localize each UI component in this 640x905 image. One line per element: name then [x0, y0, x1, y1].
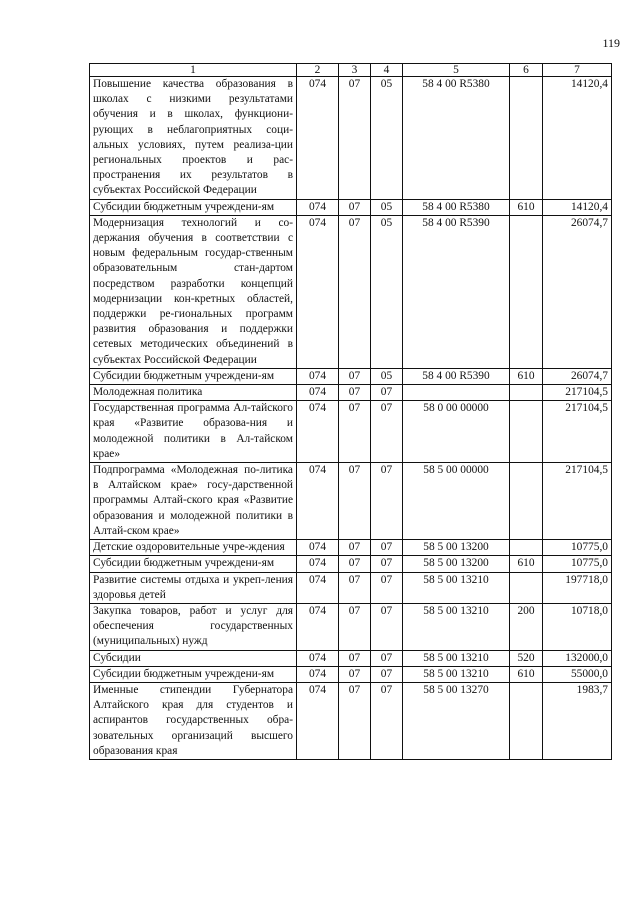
cell-admin-code: 074 — [297, 556, 339, 572]
cell-admin-code: 074 — [297, 682, 339, 759]
table-row — [90, 572, 612, 603]
cell-section: 07 — [339, 556, 371, 572]
cell-admin-code: 074 — [297, 77, 339, 200]
cell-admin-code: 074 — [297, 666, 339, 682]
cell-section: 07 — [339, 572, 371, 603]
cell-expense-type: 610 — [510, 556, 543, 572]
cell-section: 07 — [339, 215, 371, 368]
cell-subsection: 07 — [371, 666, 403, 682]
cell-subsection: 07 — [371, 650, 403, 666]
cell-amount: 217104,5 — [543, 401, 612, 463]
cell-target-article: 58 5 00 00000 — [403, 463, 510, 540]
cell-expense-type — [510, 540, 543, 556]
cell-name: Государственная программа Ал-тайского края «Развитие образова-ния и молодежной политики в Ал-тайском крае» — [90, 401, 297, 463]
cell-subsection: 07 — [371, 385, 403, 401]
cell-subsection: 07 — [371, 463, 403, 540]
cell-amount: 10775,0 — [543, 556, 612, 572]
cell-admin-code: 074 — [297, 540, 339, 556]
cell-admin-code: 074 — [297, 368, 339, 384]
cell-target-article: 58 0 00 00000 — [403, 401, 510, 463]
table-row — [90, 385, 612, 401]
cell-subsection: 07 — [371, 556, 403, 572]
cell-section: 07 — [339, 603, 371, 650]
cell-amount: 14120,4 — [543, 199, 612, 215]
cell-admin-code: 074 — [297, 385, 339, 401]
cell-section: 07 — [339, 540, 371, 556]
header-col-1: 1 — [90, 64, 297, 77]
header-col-4: 4 — [371, 64, 403, 77]
cell-target-article: 58 4 00 R5390 — [403, 215, 510, 368]
table-row — [90, 666, 612, 682]
cell-amount: 217104,5 — [543, 385, 612, 401]
cell-amount: 132000,0 — [543, 650, 612, 666]
cell-subsection: 07 — [371, 682, 403, 759]
table-row — [90, 401, 612, 463]
cell-expense-type — [510, 572, 543, 603]
cell-name: Субсидии бюджетным учреждени-ям — [90, 368, 297, 384]
cell-target-article: 58 4 00 R5380 — [403, 77, 510, 200]
cell-amount: 14120,4 — [543, 77, 612, 200]
cell-expense-type: 520 — [510, 650, 543, 666]
table-row — [90, 650, 612, 666]
header-col-5: 5 — [403, 64, 510, 77]
cell-amount: 217104,5 — [543, 463, 612, 540]
cell-target-article — [403, 385, 510, 401]
cell-name: Повышение качества образования в школах с низкими результатами обучения и в школах, функциони-рующих в неблагоприятных соци-альных условиях, путем реализа-ции региональных проектов и рас-пространения их результатов в субъектах Российской Федерации — [90, 77, 297, 200]
cell-name: Детские оздоровительные учре-ждения — [90, 540, 297, 556]
table-row — [90, 556, 612, 572]
cell-section: 07 — [339, 682, 371, 759]
cell-section: 07 — [339, 368, 371, 384]
cell-target-article: 58 5 00 13210 — [403, 603, 510, 650]
cell-subsection: 07 — [371, 540, 403, 556]
cell-target-article: 58 5 00 13200 — [403, 540, 510, 556]
cell-name: Закупка товаров, работ и услуг для обеспечения государственных (муниципальных) нужд — [90, 603, 297, 650]
table-row — [90, 368, 612, 384]
cell-expense-type — [510, 77, 543, 200]
cell-name: Субсидии — [90, 650, 297, 666]
cell-name: Субсидии бюджетным учреждени-ям — [90, 556, 297, 572]
cell-subsection: 07 — [371, 603, 403, 650]
table-header-row — [90, 64, 612, 77]
cell-expense-type: 200 — [510, 603, 543, 650]
header-col-7: 7 — [543, 64, 612, 77]
table-row — [90, 463, 612, 540]
cell-admin-code: 074 — [297, 603, 339, 650]
cell-expense-type — [510, 463, 543, 540]
table-row — [90, 540, 612, 556]
cell-name: Субсидии бюджетным учреждени-ям — [90, 666, 297, 682]
cell-amount: 10718,0 — [543, 603, 612, 650]
page-number: 119 — [602, 36, 620, 50]
table-row — [90, 215, 612, 368]
cell-subsection: 05 — [371, 215, 403, 368]
cell-target-article: 58 5 00 13210 — [403, 572, 510, 603]
cell-section: 07 — [339, 666, 371, 682]
cell-section: 07 — [339, 401, 371, 463]
budget-table — [89, 63, 612, 760]
table-body — [90, 77, 612, 760]
header-col-6: 6 — [510, 64, 543, 77]
header-col-2: 2 — [297, 64, 339, 77]
cell-amount: 10775,0 — [543, 540, 612, 556]
cell-subsection: 07 — [371, 572, 403, 603]
cell-subsection: 07 — [371, 401, 403, 463]
cell-section: 07 — [339, 650, 371, 666]
table-row — [90, 603, 612, 650]
cell-amount: 197718,0 — [543, 572, 612, 603]
table-row — [90, 77, 612, 200]
cell-amount: 55000,0 — [543, 666, 612, 682]
cell-section: 07 — [339, 77, 371, 200]
cell-admin-code: 074 — [297, 401, 339, 463]
cell-admin-code: 074 — [297, 650, 339, 666]
cell-admin-code: 074 — [297, 199, 339, 215]
cell-admin-code: 074 — [297, 215, 339, 368]
cell-expense-type — [510, 385, 543, 401]
header-col-3: 3 — [339, 64, 371, 77]
cell-target-article: 58 5 00 13270 — [403, 682, 510, 759]
cell-target-article: 58 5 00 13210 — [403, 666, 510, 682]
cell-target-article: 58 5 00 13210 — [403, 650, 510, 666]
cell-name: Именные стипендии Губернатора Алтайского края для студентов и аспирантов государственных обра-зовательных организаций высшего образования края — [90, 682, 297, 759]
cell-amount: 26074,7 — [543, 368, 612, 384]
cell-target-article: 58 4 00 R5390 — [403, 368, 510, 384]
cell-admin-code: 074 — [297, 572, 339, 603]
cell-admin-code: 074 — [297, 463, 339, 540]
cell-name: Модернизация технологий и со-держания обучения в соответствии с новым федеральным государ-ственным образовательным стан-дартом посредством разработки концепций модернизации кон-кретных областей, поддержки ре-гиональных программ развития образования и поддержки сетевых методических объединений в субъектах Российской Федерации — [90, 215, 297, 368]
cell-section: 07 — [339, 199, 371, 215]
cell-name: Субсидии бюджетным учреждени-ям — [90, 199, 297, 215]
cell-amount: 26074,7 — [543, 215, 612, 368]
cell-target-article: 58 5 00 13200 — [403, 556, 510, 572]
cell-name: Молодежная политика — [90, 385, 297, 401]
cell-expense-type — [510, 215, 543, 368]
cell-expense-type: 610 — [510, 666, 543, 682]
cell-subsection: 05 — [371, 368, 403, 384]
table-row — [90, 199, 612, 215]
cell-section: 07 — [339, 385, 371, 401]
cell-name: Подпрограмма «Молодежная по-литика в Алтайском крае» госу-дарственной программы Алтай-ского края «Развитие образования и молодежной политики в Алтай-ском крае» — [90, 463, 297, 540]
cell-amount: 1983,7 — [543, 682, 612, 759]
table-row — [90, 682, 612, 759]
cell-section: 07 — [339, 463, 371, 540]
cell-expense-type — [510, 682, 543, 759]
cell-name: Развитие системы отдыха и укреп-ления здоровья детей — [90, 572, 297, 603]
cell-expense-type: 610 — [510, 368, 543, 384]
cell-expense-type: 610 — [510, 199, 543, 215]
cell-subsection: 05 — [371, 77, 403, 200]
cell-target-article: 58 4 00 R5380 — [403, 199, 510, 215]
cell-expense-type — [510, 401, 543, 463]
cell-subsection: 05 — [371, 199, 403, 215]
